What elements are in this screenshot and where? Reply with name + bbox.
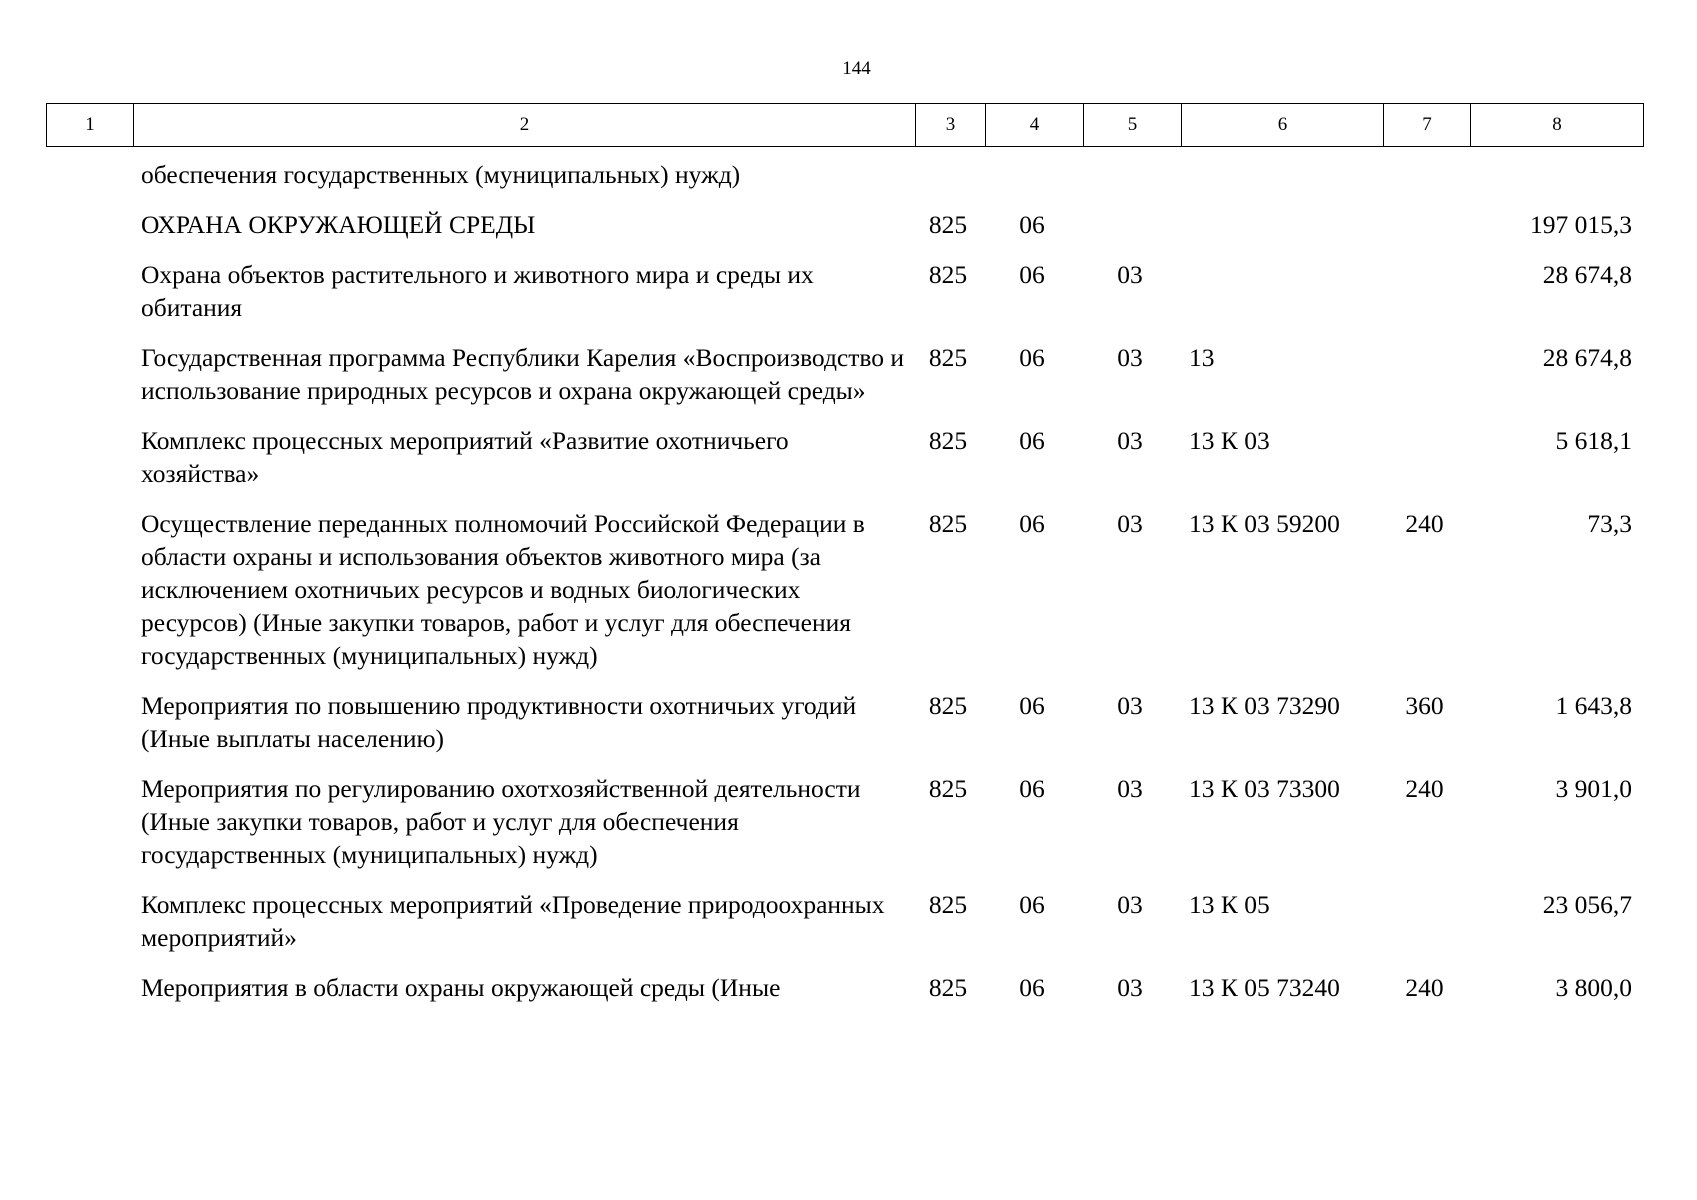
row-amount-cell: 5 618,1: [1555, 426, 1632, 455]
table-row: [46, 772, 1646, 871]
row-target-article-cell: 13 К 03 73300: [1189, 774, 1340, 803]
row-expense-type-cell: 240: [1405, 973, 1444, 1002]
table-row: [46, 888, 1646, 954]
row-name-cell: Мероприятия по регулированию охотхозяйственной деятельности (Иные закупки товаров, работ и услуг для обеспечения государственных (муниципальных) нужд): [141, 774, 861, 869]
row-admin-code-cell: 825: [928, 426, 968, 455]
row-subsection-cell: 03: [1117, 973, 1143, 1002]
header-row: [47, 104, 1644, 147]
row-subsection-cell: 03: [1117, 343, 1143, 372]
header-col-6: 6: [1182, 104, 1384, 147]
table-row: [46, 424, 1646, 490]
table-row: [46, 341, 1646, 407]
row-target-article-cell: 13 К 03: [1189, 426, 1270, 455]
row-admin-code-cell: 825: [928, 260, 968, 289]
table-row: [46, 507, 1646, 672]
row-amount-cell: 28 674,8: [1542, 260, 1632, 289]
row-section-cell: 06: [1019, 509, 1045, 538]
row-section-cell: 06: [1019, 973, 1045, 1002]
row-subsection-cell: 03: [1117, 426, 1143, 455]
row-name-cell: Комплекс процессных мероприятий «Развитие охотничьего хозяйства»: [141, 426, 789, 488]
table-row: [46, 258, 1646, 324]
row-expense-type-cell: 240: [1405, 774, 1444, 803]
row-target-article-cell: 13 К 05: [1189, 890, 1270, 919]
row-section-cell: 06: [1019, 774, 1045, 803]
header-col-4: 4: [986, 104, 1084, 147]
row-name-cell: Мероприятия в области охраны окружающей среды (Иные: [141, 973, 781, 1002]
row-subsection-cell: 03: [1117, 774, 1143, 803]
table-row: [46, 971, 1646, 1004]
row-subsection-cell: 03: [1117, 260, 1143, 289]
header-col-7: 7: [1384, 104, 1471, 147]
header-col-5: 5: [1084, 104, 1182, 147]
row-subsection-cell: 03: [1117, 509, 1143, 538]
table-body: [46, 158, 1646, 1021]
column-header-table: [46, 103, 1644, 147]
header-col-8: 8: [1471, 104, 1644, 147]
row-section-cell: 06: [1019, 343, 1045, 372]
header-col-3: 3: [916, 104, 986, 147]
row-admin-code-cell: 825: [928, 210, 968, 239]
row-admin-code-cell: 825: [928, 774, 968, 803]
row-name-cell: Комплекс процессных мероприятий «Проведение природоохранных мероприятий»: [141, 890, 885, 952]
row-amount-cell: 73,3: [1587, 509, 1632, 538]
row-amount-cell: 23 056,7: [1542, 890, 1632, 919]
header-col-1: 1: [47, 104, 134, 147]
row-amount-cell: 28 674,8: [1542, 343, 1632, 372]
row-target-article-cell: 13: [1189, 343, 1215, 372]
row-section-cell: 06: [1019, 260, 1045, 289]
row-section-cell: 06: [1019, 691, 1045, 720]
row-name-cell: ОХРАНА ОКРУЖАЮЩЕЙ СРЕДЫ: [141, 210, 536, 239]
row-name-cell: Государственная программа Республики Карелия «Воспроизводство и использование природных ресурсов и охрана окружающей среды»: [141, 343, 905, 405]
row-expense-type-cell: 240: [1405, 509, 1444, 538]
row-name-cell: Охрана объектов растительного и животного мира и среды их обитания: [141, 260, 814, 322]
row-admin-code-cell: 825: [928, 343, 968, 372]
header-col-2: 2: [134, 104, 916, 147]
row-name-cell: Осуществление переданных полномочий Российской Федерации в области охраны и использования объектов животного мира (за исключением охотничьих ресурсов и водных биологических ресурсов) (Иные закупки товаров, работ и услуг для обеспечения государственных (муниципальных) нужд): [141, 509, 865, 670]
table-row: [46, 158, 1646, 191]
row-subsection-cell: 03: [1117, 691, 1143, 720]
row-target-article-cell: 13 К 03 73290: [1189, 691, 1340, 720]
row-admin-code-cell: 825: [928, 890, 968, 919]
row-subsection-cell: 03: [1117, 890, 1143, 919]
page-number: 144: [842, 58, 871, 79]
row-amount-cell: 1 643,8: [1555, 691, 1632, 720]
table-row: [46, 689, 1646, 755]
row-amount-cell: 3 901,0: [1555, 774, 1632, 803]
table-row: [46, 208, 1646, 241]
row-expense-type-cell: 360: [1405, 691, 1444, 720]
row-amount-cell: 197 015,3: [1530, 210, 1632, 239]
row-name-cell: обеспечения государственных (муниципальных) нужд): [141, 160, 741, 189]
row-name-cell: Мероприятия по повышению продуктивности охотничьих угодий (Иные выплаты населению): [141, 691, 857, 753]
row-admin-code-cell: 825: [928, 691, 968, 720]
row-admin-code-cell: 825: [928, 509, 968, 538]
row-section-cell: 06: [1019, 426, 1045, 455]
row-target-article-cell: 13 К 05 73240: [1189, 973, 1340, 1002]
row-section-cell: 06: [1019, 210, 1045, 239]
row-section-cell: 06: [1019, 890, 1045, 919]
row-target-article-cell: 13 К 03 59200: [1189, 509, 1340, 538]
row-amount-cell: 3 800,0: [1555, 973, 1632, 1002]
row-admin-code-cell: 825: [928, 973, 968, 1002]
